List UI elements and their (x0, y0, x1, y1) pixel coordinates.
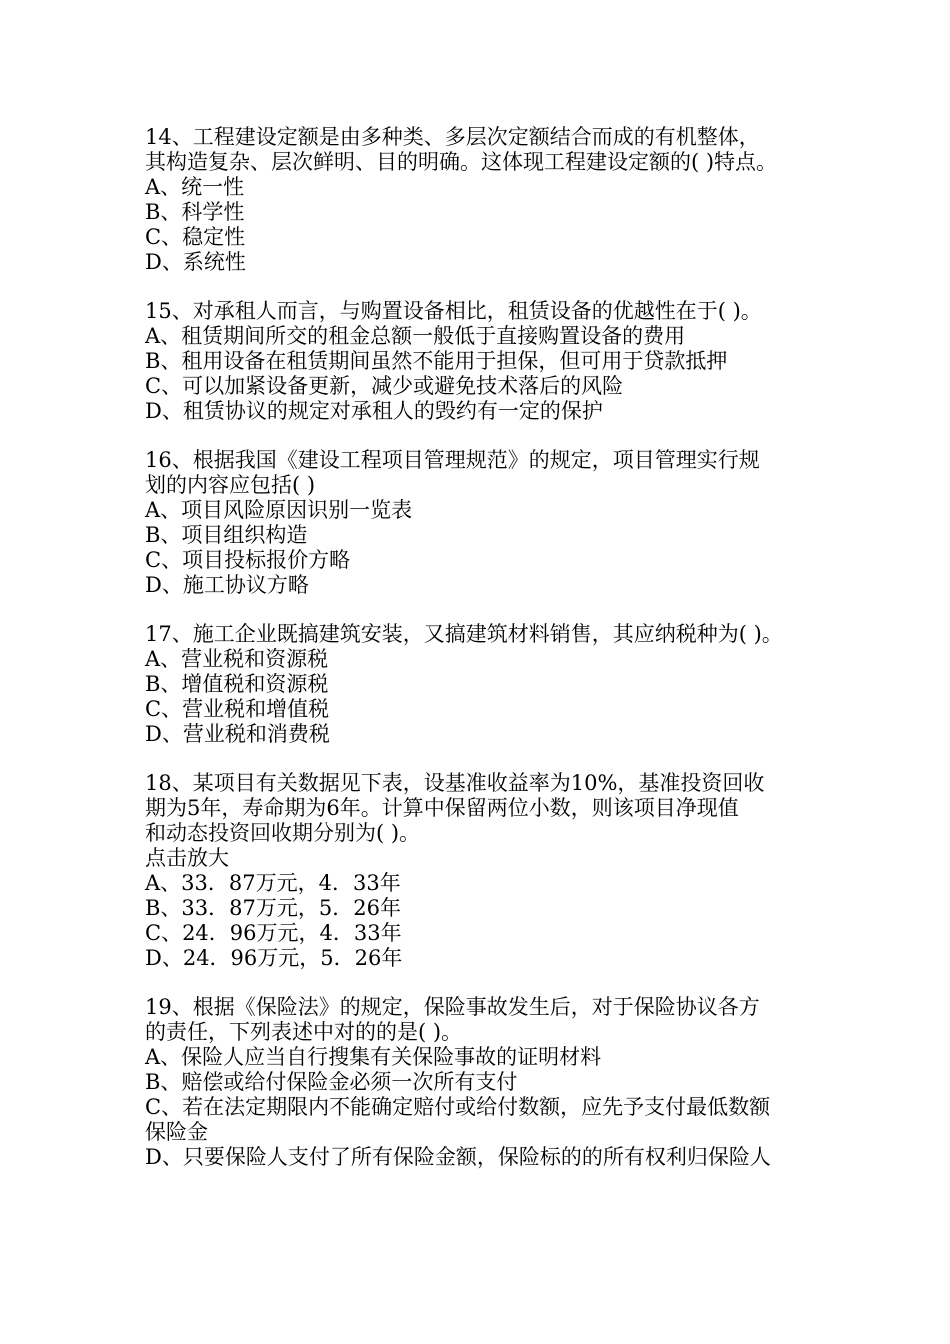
question-15 (145, 299, 825, 424)
question-stem-line: 和动态投资回收期分别为( )。 (145, 821, 421, 845)
option-b: B、项目组织构造 (145, 523, 308, 547)
question-stem-line: 14、工程建设定额是由多种类、多层次定额结合而成的有机整体， (145, 125, 760, 149)
option-c: C、稳定性 (145, 225, 246, 249)
option-b: B、赔偿或给付保险金必须一次所有支付 (145, 1070, 518, 1094)
option-b: B、33．87万元，5．26年 (145, 896, 401, 920)
zoom-link[interactable]: 点击放大 (145, 846, 229, 870)
option-a: A、33．87万元，4．33年 (145, 871, 401, 895)
option-c: C、若在法定期限内不能确定赔付或给付数额，应先予支付最低数额 (145, 1095, 771, 1119)
option-a: A、统一性 (145, 175, 245, 199)
option-b: B、科学性 (145, 200, 245, 224)
option-d: D、系统性 (145, 250, 246, 274)
option-d: D、营业税和消费税 (145, 722, 330, 746)
option-c: C、24．96万元，4．33年 (145, 921, 402, 945)
question-stem-line: 18、某项目有关数据见下表，设基准收益率为10%，基准投资回收 (145, 771, 765, 795)
question-stem-line: 期为5年，寿命期为6年。计算中保留两位小数，则该项目净现值 (145, 796, 739, 820)
question-stem-line: 16、根据我国《建设工程项目管理规范》的规定，项目管理实行规 (145, 448, 760, 472)
question-stem-line: 17、施工企业既搞建筑安装，又搞建筑材料销售，其应纳税种为( )。 (145, 622, 783, 646)
question-stem-line: 的责任，下列表述中对的的是( )。 (145, 1020, 463, 1044)
question-list (145, 125, 825, 1194)
question-stem-line: 15、对承租人而言，与购置设备相比，租赁设备的优越性在于( )。 (145, 299, 762, 323)
question-16 (145, 448, 825, 598)
question-stem-line: 其构造复杂、层次鲜明、目的明确。这体现工程建设定额的( )特点。 (145, 150, 778, 174)
option-b: B、租用设备在租赁期间虽然不能用于担保，但可用于贷款抵押 (145, 349, 728, 373)
question-19 (145, 995, 825, 1170)
question-stem-line: 划的内容应包括( ) (145, 473, 316, 497)
option-a: A、营业税和资源税 (145, 647, 329, 671)
option-c: C、营业税和增值税 (145, 697, 330, 721)
question-18 (145, 771, 825, 971)
option-b: B、增值税和资源税 (145, 672, 329, 696)
question-17 (145, 622, 825, 747)
option-d: D、只要保险人支付了所有保险金额，保险标的的所有权利归保险人 (145, 1145, 771, 1169)
option-a: A、项目风险原因识别一览表 (145, 498, 413, 522)
question-14 (145, 125, 825, 275)
option-a: A、保险人应当自行搜集有关保险事故的证明材料 (145, 1045, 602, 1069)
option-a: A、租赁期间所交的租金总额一般低于直接购置设备的费用 (145, 324, 686, 348)
option-d: D、租赁协议的规定对承租人的毁约有一定的保护 (145, 399, 603, 423)
option-c-continued: 保险金 (145, 1120, 208, 1144)
option-d: D、24．96万元，5．26年 (145, 946, 403, 970)
question-stem-line: 19、根据《保险法》的规定，保险事故发生后，对于保险协议各方 (145, 995, 760, 1019)
option-d: D、施工协议方略 (145, 573, 309, 597)
option-c: C、可以加紧设备更新，减少或避免技术落后的风险 (145, 374, 624, 398)
option-c: C、项目投标报价方略 (145, 548, 351, 572)
